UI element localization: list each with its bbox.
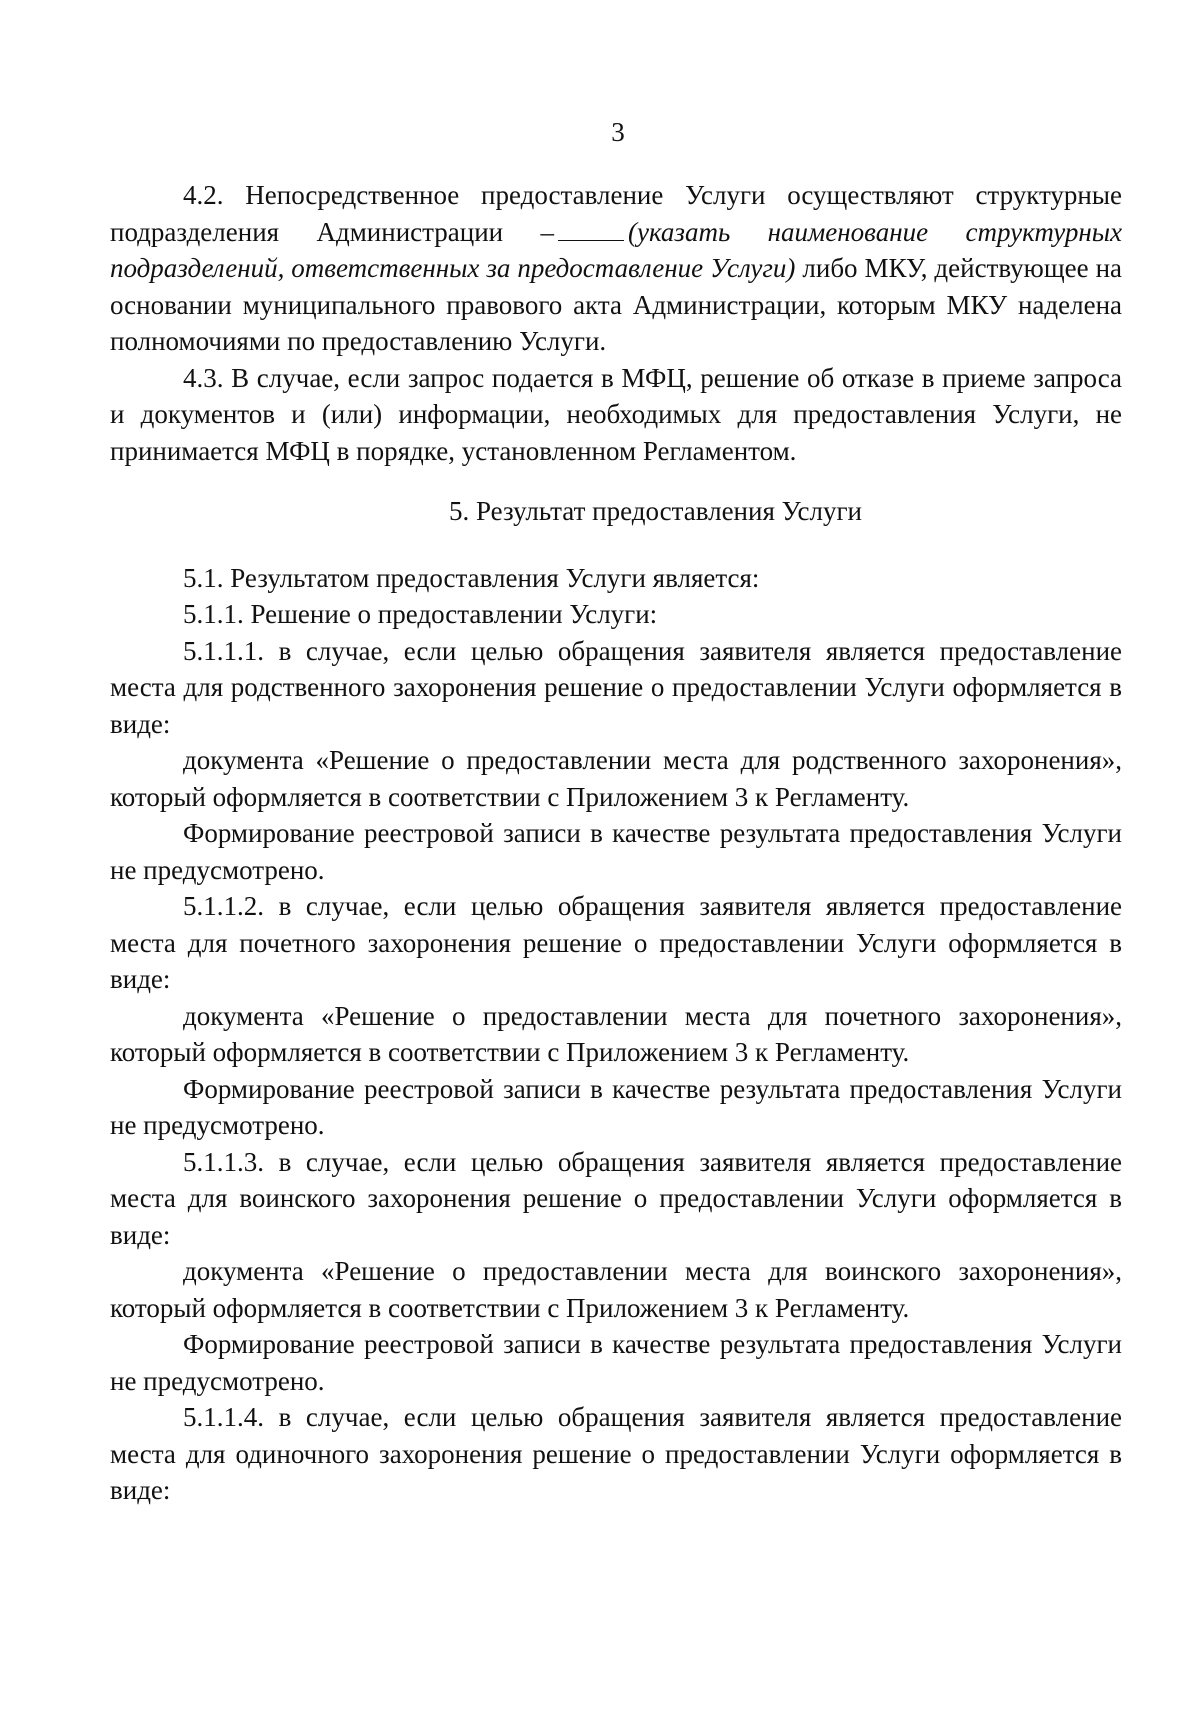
paragraph-5-1-1-1-document: документа «Решение о предоставлении места для родственного захоронения», который оформляется в соответствии с Приложением 3 к Регламенту. [110, 745, 1122, 812]
paragraph-5-1-1-2-registry: Формирование реестровой записи в качестве результата предоставления Услуги не предусмотрено. [110, 1073, 1122, 1140]
section-5-heading: 5. Результат предоставления Услуги [449, 496, 862, 526]
paragraph-5-1-1: 5.1.1. Решение о предоставлении Услуги: [183, 599, 658, 629]
blank-fill-line [558, 222, 624, 241]
paragraph-5-1-1-3-registry: Формирование реестровой записи в качестве результата предоставления Услуги не предусмотрено. [110, 1329, 1122, 1396]
paragraph-4-3: 4.3. В случае, если запрос подается в МФЦ, решение об отказе в приеме запроса и документов и (или) информации, необходимых для предоставления Услуги, не принимается МФЦ в порядке, установленном Регламентом. [110, 362, 1122, 466]
paragraph-5-1-1-2-document: документа «Решение о предоставлении места для почетного захоронения», который оформляется в соответствии с Приложением 3 к Регламенту. [110, 1000, 1122, 1067]
paragraph-5-1-1-4: 5.1.1.4. в случае, если целью обращения заявителя является предоставление места для одиночного захоронения решение о предоставлении Услуги оформляется в виде: [110, 1402, 1122, 1505]
page-number: 3 [611, 117, 625, 147]
paragraph-5-1-1-3: 5.1.1.3. в случае, если целью обращения заявителя является предоставление места для воинского захоронения решение о предоставлении Услуги оформляется в виде: [110, 1146, 1122, 1250]
paragraph-5-1: 5.1. Результатом предоставления Услуги является: [183, 562, 760, 593]
paragraph-5-1-1-1-registry: Формирование реестровой записи в качестве результата предоставления Услуги не предусмотрено. [110, 818, 1122, 885]
paragraph-4-2-lead: 4.2. Непосредственное предоставление Услуги осуществляют структурные подразделения Администрации – [110, 180, 1122, 247]
paragraph-5-1-1-3-document: документа «Решение о предоставлении места для воинского захоронения», который оформляется в соответствии с Приложением 3 к Регламенту. [110, 1256, 1122, 1323]
paragraph-4-2-italic-note: (указать наименование структурных подразделений, ответственных за предоставление Услуги) [110, 216, 1122, 283]
paragraph-5-1-1-1: 5.1.1.1. в случае, если целью обращения заявителя является предоставление места для родственного захоронения решение о предоставлении Услуги оформляется в виде: [110, 635, 1122, 739]
paragraph-4-2-tail: либо МКУ, действующее на основании муниципального правового акта Администрации, которым МКУ наделена полномочиями по предоставлению Услуги. [110, 253, 1122, 356]
paragraph-4-2 [110, 177, 1122, 360]
document-body [110, 177, 1122, 1509]
paragraph-5-1-1-2: 5.1.1.2. в случае, если целью обращения заявителя является предоставление места для почетного захоронения решение о предоставлении Услуги оформляется в виде: [110, 891, 1122, 994]
